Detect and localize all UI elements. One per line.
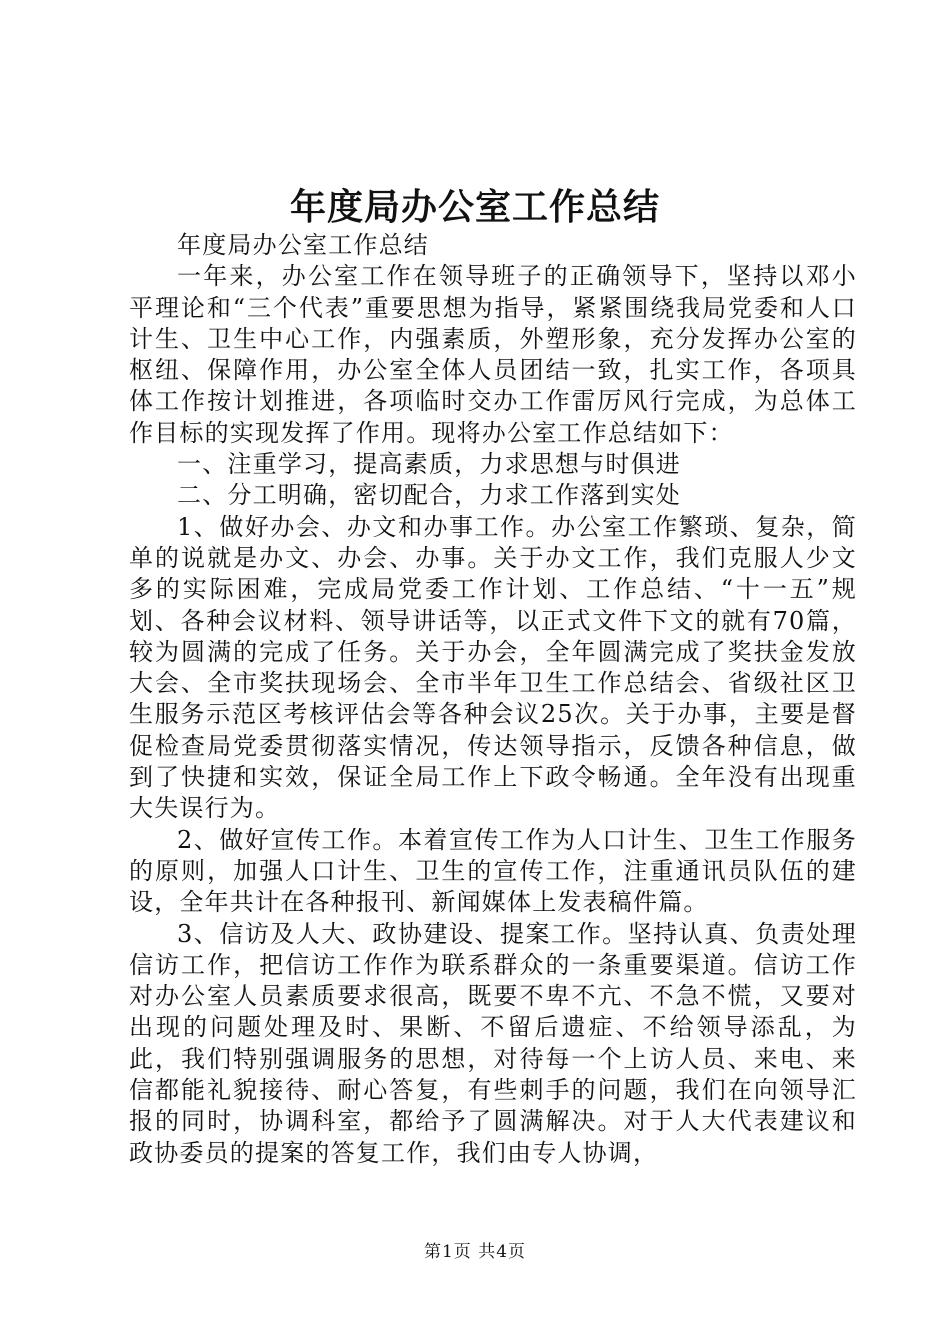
document-title: 年度局办公室工作总结 [289, 186, 660, 228]
paragraph-subtitle: 年度局办公室工作总结 [177, 231, 429, 259]
paragraph-item-2: 2、做好宣传工作。本着宣传工作为人口计生、卫生工作服务的原则，加强人口计生、卫生的宣传工作，注重通讯员队伍的建设，全年共计在各种报刊、新闻媒体上发表稿件篇。 [129, 825, 857, 917]
paragraph-intro: 一年来，办公室工作在领导班子的正确领导下，坚持以邓小平理论和“三个代表”重要思想为指导，紧紧围绕我局党委和人口计生、卫生中心工作，内强素质，外塑形象，充分发挥办公室的枢纽、保障作用，办公室全体人员团结一致，扎实工作，各项具体工作按计划推进，各项临时交办工作雷厉风行完成，为总体工作目标的实现发挥了作用。现将办公室工作总结如下： [129, 262, 857, 447]
paragraph-heading-1: 一、注重学习，提高素质，力求思想与时俱进 [177, 450, 681, 479]
paragraph-item-1: 1、做好办会、办文和办事工作。办公室工作繁琐、复杂，简单的说就是办文、办会、办事。关于办文工作，我们克服人少文多的实际困难，完成局党委工作计划、工作总结、“十一五”规划、各种会议材料、领导讲话等，以正式文件下文的就有70篇，较为圆满的完成了任务。关于办会，全年圆满完成了奖扶金发放大会、全市奖扶现场会、全市半年卫生工作总结会、省级社区卫生服务示范区考核评估会等各种会议25次。关于办事，主要是督促检查局党委贯彻落实情况，传达领导指示，反馈各种信息，做到了快捷和实效，保证全局工作上下政令畅通。全年没有出现重大失误行为。 [129, 512, 857, 823]
paragraph-item-3: 3、信访及人大、政协建设、提案工作。坚持认真、负责处理信访工作，把信访工作作为联系群众的一条重要渠道。信访工作对办公室人员素质要求很高，既要不卑不亢、不急不慌，又要对出现的问题处理及时、果断、不留后遗症、不给领导添乱，为此，我们特别强调服务的思想，对待每一个上访人员、来电、来信都能礼貌接待、耐心答复，有些刺手的问题，我们在向领导汇报的同时，协调科室，都给予了圆满解决。对于人大代表建议和政协委员的提案的答复工作，我们由专人协调， [129, 919, 857, 1167]
paragraph-heading-2: 二、分工明确，密切配合，力求工作落到实处 [177, 481, 681, 510]
page-number-footer: 第1页 共4页 [423, 1242, 527, 1262]
document-body [129, 230, 857, 1169]
